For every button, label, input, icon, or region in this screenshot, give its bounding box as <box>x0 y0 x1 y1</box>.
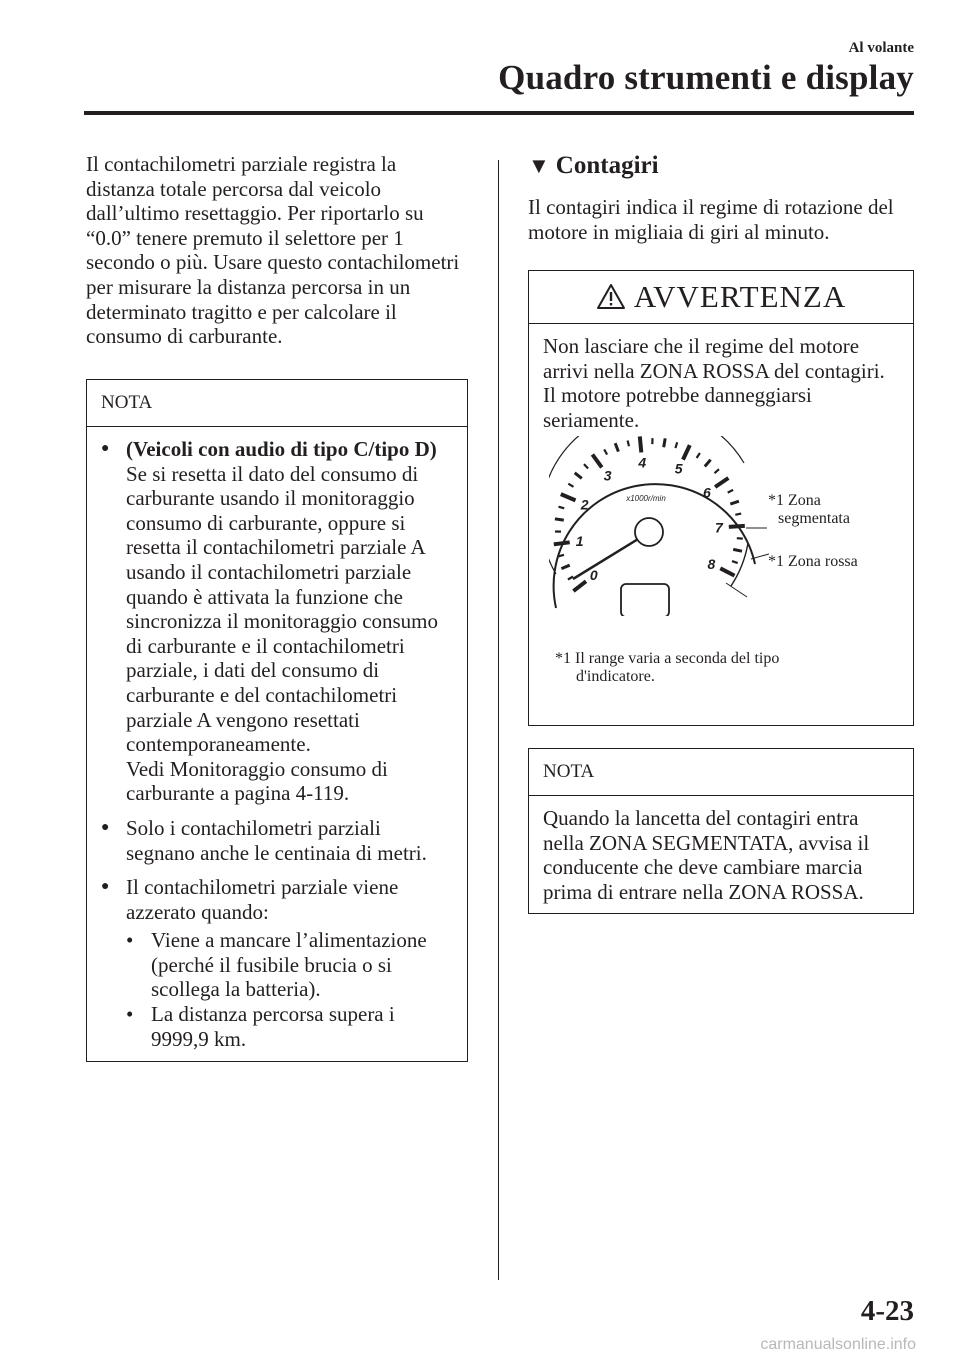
gauge-footnote-line2: d'indicatore. <box>576 668 655 685</box>
gauge-tick <box>615 443 618 451</box>
note-bullet-text: Se si resetta il dato del consumo di carburante usando il monitoraggio consumo di carburante, oppure si resetta il contachilometri parziale A usando il contachilometri parziale quando è attivata la funzione che sincronizza il monitoraggio consumo di carburante e il contachilometri parziale, i dati del consumo di carburante e del contachilometri parziale A vengono resettati contemporaneamente. <box>126 461 439 757</box>
gauge-number: 8 <box>707 555 716 572</box>
gauge-tick <box>730 501 739 504</box>
warning-icon <box>596 282 626 312</box>
segmented-zone-label-line1: *1 Zona <box>768 492 821 509</box>
gauge-tick <box>729 526 745 527</box>
gauge-number: 2 <box>580 496 589 513</box>
needle-hub <box>635 518 663 546</box>
note-bullet <box>101 875 453 924</box>
note-title: NOTA <box>529 749 913 796</box>
note-box-trip-meter <box>86 379 468 1062</box>
tachometer-needle <box>573 536 643 579</box>
gauge-tick <box>559 507 565 509</box>
watermark: carmanualsonline.info <box>760 1336 916 1353</box>
subbullet-icon: • <box>126 928 134 953</box>
column-divider <box>498 160 499 1280</box>
gauge-tick <box>720 568 734 575</box>
note-subbullet-text: Viene a mancare l’alimentazione (perché il fusibile brucia o si scollega la batteria). <box>151 928 427 1002</box>
trip-meter-paragraph: Il contachilometri parziale registra la distanza totale percorsa dal veicolo dall’ultimo resettaggio. Per riportarlo su “0.0” tenere premuto il selettore per 1 secondo o più. Usare questo contachilometri per misurare la distanza percorsa in un determinato tragitto e per calcolare il consumo di carburante. <box>86 152 460 349</box>
gauge-number: 4 <box>638 454 647 471</box>
gauge-unit-label: x1000r/min <box>626 494 666 503</box>
gauge-tick <box>568 577 573 580</box>
red-zone-end-line <box>726 583 747 597</box>
gauge-number: 5 <box>674 460 683 477</box>
bullet-icon: ● <box>101 441 110 456</box>
gauge-tick <box>575 473 582 479</box>
note-body <box>87 427 467 1051</box>
note-bullet <box>101 816 453 865</box>
warning-box <box>528 270 914 726</box>
gauge-tick <box>733 549 742 551</box>
running-header-section: Al volante <box>848 40 914 56</box>
gauge-tick <box>561 494 576 500</box>
triangle-marker-icon: ▼ <box>528 153 550 178</box>
note-subbullet <box>126 1002 453 1051</box>
gauge-tick <box>640 436 642 452</box>
warning-header <box>529 271 913 324</box>
gauge-tick <box>735 514 741 515</box>
tachometer-paragraph: Il contagiri indica il regime di rotazione del motore in migliaia di giri al minuto. <box>528 195 894 244</box>
gauge-number: 7 <box>715 519 723 536</box>
gauge-tick <box>628 441 629 447</box>
note-bullet-heading: (Veicoli con audio di tipo C/tipo D) <box>126 437 437 461</box>
bullet-icon: ● <box>101 879 110 895</box>
zone-pointer-arc <box>549 436 744 574</box>
subbullet-icon: • <box>126 1002 134 1027</box>
red-zone-label: *1 Zona rossa <box>768 553 858 570</box>
section-heading-text: Contagiri <box>555 152 659 179</box>
page-reference: Vedi Monitoraggio consumo di carburante a pagina 4-119. <box>126 756 388 806</box>
bullet-icon: ● <box>101 819 110 835</box>
note-bullet <box>101 437 453 806</box>
gauge-tick <box>715 478 728 487</box>
gauge-tick <box>705 460 711 467</box>
gauge-footnote-line1: *1 Il range varia a seconda del tipo <box>555 650 780 667</box>
note-body: Quando la lancetta del contagiri entra nella ZONA SEGMENTATA, avvisa il conducente che deve cambiare marcia prima di entrare nella ZONA ROSSA. <box>543 806 870 904</box>
note-box-tachometer <box>528 748 914 914</box>
gauge-number: 3 <box>603 467 612 484</box>
gauge-tick <box>664 438 666 447</box>
gauge-tick <box>675 442 677 448</box>
tachometer-illustration <box>549 436 769 616</box>
gauge-tick <box>604 449 607 454</box>
header-rule <box>84 111 914 115</box>
segmented-zone-label <box>768 492 850 528</box>
warning-title: AVVERTENZA <box>633 279 847 314</box>
left-column <box>86 152 470 349</box>
gauge-number: 6 <box>703 484 711 501</box>
gauge-tick <box>555 519 564 520</box>
gauge-tick <box>558 555 564 557</box>
gauge-tick <box>554 542 570 544</box>
gauge-tick <box>573 581 586 591</box>
right-column <box>528 152 914 244</box>
gauge-number: 0 <box>589 567 598 584</box>
page-number: 4-23 <box>860 1295 914 1327</box>
gauge-footnote <box>555 650 779 686</box>
segmented-zone-label-line2: segmentata <box>778 510 850 527</box>
gauge-tick <box>697 453 700 458</box>
gauge-tick <box>732 561 738 563</box>
note-title: NOTA <box>87 380 467 427</box>
gauge-number: 1 <box>575 533 584 549</box>
gauge-tick <box>715 469 720 473</box>
gauge-tick <box>561 565 569 568</box>
gauge-tick <box>728 490 733 493</box>
gauge-tick <box>568 484 573 487</box>
note-subbullet <box>126 928 453 1002</box>
warning-text: Non lasciare che il regime del motore arrivi nella ZONA ROSSA del contagiri. Il motore potrebbe danneggiarsi seriamente. <box>543 334 885 432</box>
gauge-display-window <box>621 584 669 616</box>
running-header-title: Quadro strumenti e display <box>498 58 914 97</box>
gauge-tick <box>683 445 690 460</box>
note-bullet-text: Il contachilometri parziale viene azzerato quando: <box>126 875 399 924</box>
note-subbullet-text: La distanza percorsa supera i 9999,9 km. <box>151 1002 395 1051</box>
gauge-tick <box>584 464 588 468</box>
note-bullet-text: Solo i contachilometri parziali segnano anche le centinaia di metri. <box>126 815 427 865</box>
section-heading <box>528 152 914 180</box>
gauge-tick <box>592 455 601 468</box>
